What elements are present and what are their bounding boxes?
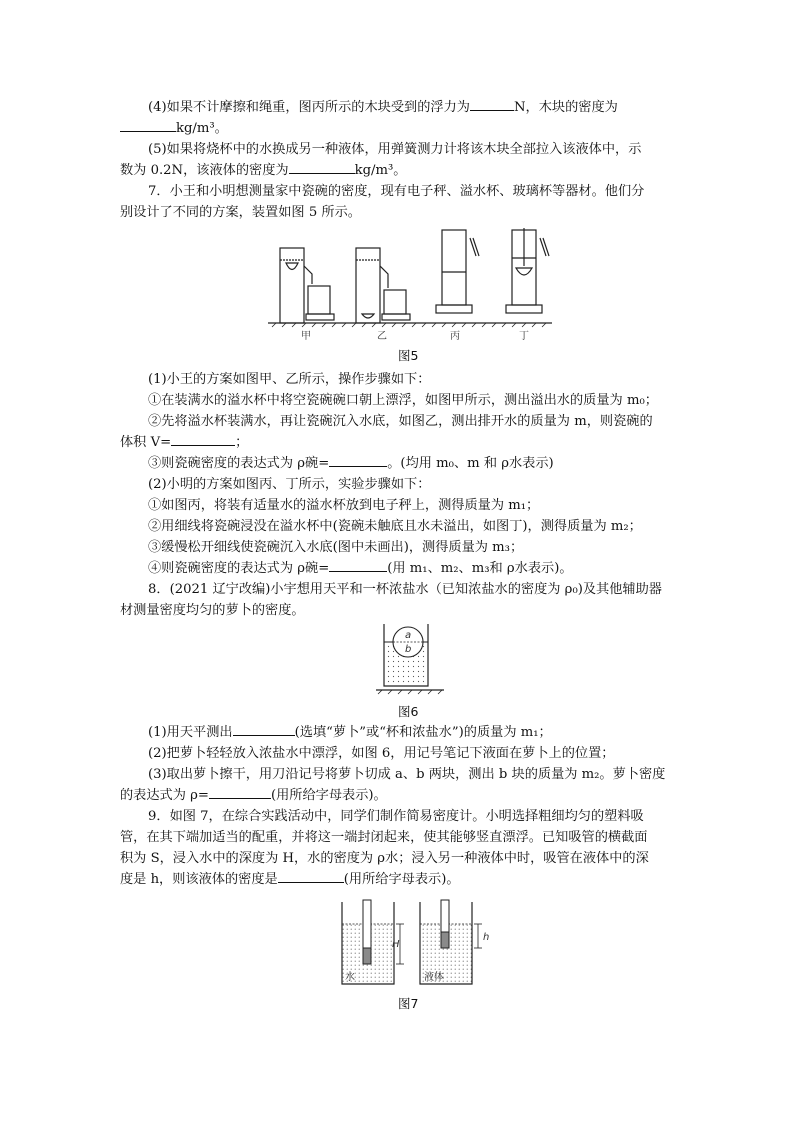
figure-5 [260,226,560,342]
fig5-label-yi: 乙 [377,331,387,342]
answer-blank [329,558,387,572]
fig7-label-liquid: 液体 [424,972,444,983]
q8-part1: (1)用天平测出 (选填“萝卜”或“杯和浓盐水”)的质量为 m₁； [148,722,680,743]
q7-part2-step1: ①如图丙，将装有适量水的溢水杯放到电子秤上，测得质量为 m₁； [148,498,540,513]
fig7-label-H: H [392,939,400,950]
q6-part5-line1: (5)如果将烧杯中的水换成另一种液体，用弹簧测力计将该木块全部拉入该液体中，示 [148,142,642,157]
answer-blank [278,869,344,883]
figure-5-caption: 图5 [398,348,419,363]
q6-part4-line2: kg/m³。 [120,118,680,139]
q9-stem-line2: 管，在其下端加适当的配重，并将这一端封闭起来，使其能够竖直漂浮。已知吸管的横截面 [120,830,648,845]
q7-part2-intro: (2)小明的方案如图丙、丁所示，实验步骤如下： [148,477,431,492]
answer-blank [289,160,355,174]
q8-stem-line2: 材测量密度均匀的萝卜的密度。 [120,603,305,618]
fig6-label-a: a [405,630,412,641]
q8-stem-line1: 8．(2021 辽宁改编)小宇想用天平和一杯浓盐水（已知浓盐水的密度为 ρ₀)及其他辅助器 [148,582,662,597]
q7-part1-step1: ①在装满水的溢水杯中将空瓷碗碗口朝上漂浮，如图甲所示，测出溢出水的质量为 m₀； [148,393,658,408]
fig5-label-bing: 丙 [450,331,460,342]
q7-stem-line2: 别设计了不同的方案，装置如图 5 所示。 [120,205,361,220]
q8-part3-line1: (3)取出萝卜擦干，用刀沿记号将萝卜切成 a、b 两块，测出 b 块的质量为 m₂。萝卜密度 [148,767,666,782]
q7-part1-intro: (1)小王的方案如图甲、乙所示，操作步骤如下： [148,372,431,387]
fig6-label-b: b [405,644,412,655]
answer-blank [209,785,271,799]
answer-blank [329,453,387,467]
answer-blank [470,97,514,111]
figure-7 [334,896,498,988]
q6-part5-line2: 数为 0.2N，该液体的密度为 kg/m³。 [120,160,680,181]
answer-blank [120,118,176,132]
q7-part2-step3: ③缓慢松开细线使瓷碗沉入水底(图中未画出)，测得质量为 m₃； [148,540,524,555]
figure-7-caption: 图7 [398,996,419,1011]
answer-blank [233,722,295,736]
fig5-label-ding: 丁 [519,331,529,342]
figure-6 [372,620,448,696]
q7-stem-line1: 7．小王和小明想测量家中瓷碗的密度，现有电子秤、溢水杯、玻璃杯等器材。他们分 [148,184,645,199]
q7-part2-step4: ④则瓷碗密度的表达式为 ρ碗= (用 m₁、m₂、m₃和 ρ水表示)。 [148,558,680,579]
q7-part1-step2: ②先将溢水杯装满水，再让瓷碗沉入水底，如图乙，测出排开水的质量为 m，则瓷碗的 [148,414,653,429]
q7-part1-step2-cont: 体积 V= ； [120,432,680,453]
q9-stem-line3: 积为 S，浸入水中的深度为 H，水的密度为 ρ水；浸入另一种液体中时，吸管在液体中的深 [120,851,649,866]
fig7-label-water: 水 [345,972,355,983]
q9-stem-line1: 9．如图 7，在综合实践活动中，同学们制作简易密度计。小明选择粗细均匀的塑料吸 [148,809,644,824]
q9-stem-line4: 度是 h，则该液体的密度是 (用所给字母表示)。 [120,869,680,890]
q7-part1-step3: ③则瓷碗密度的表达式为 ρ碗= 。(均用 m₀、m 和 ρ水表示) [148,453,680,474]
figure-6-caption: 图6 [398,704,419,719]
q6-part4-line1: (4)如果不计摩擦和绳重，图丙所示的木块受到的浮力为 N，木块的密度为 [148,97,680,118]
answer-blank [171,432,235,446]
fig5-label-jia: 甲 [301,331,311,342]
q8-part2: (2)把萝卜轻轻放入浓盐水中漂浮，如图 6，用记号笔记下液面在萝卜上的位置； [148,746,615,761]
fig7-label-h: h [483,932,490,943]
q7-part2-step2: ②用细线将瓷碗浸没在溢水杯中(瓷碗未触底且水未溢出，如图丁)，测得质量为 m₂； [148,519,642,534]
q8-part3-line2: 的表达式为 ρ= (用所给字母表示)。 [120,785,680,806]
